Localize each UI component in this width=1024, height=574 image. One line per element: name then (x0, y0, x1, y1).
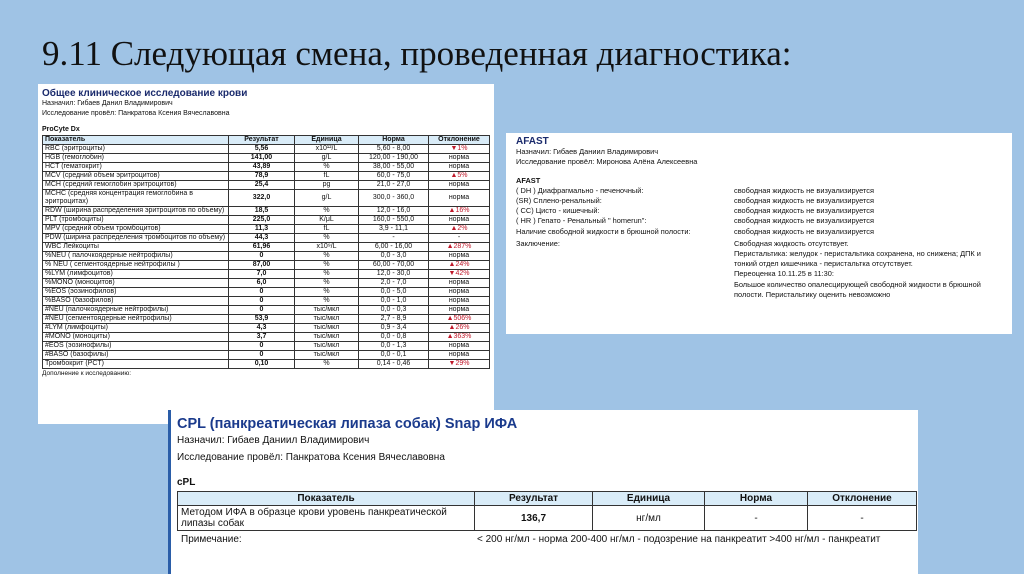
table-cell: ▲26% (429, 324, 490, 333)
table-cell: x10⁹/L (295, 243, 359, 252)
table-row (43, 243, 490, 252)
table-cell: % (295, 297, 359, 306)
table-cell: % (295, 288, 359, 297)
table-row (43, 225, 490, 234)
table-cell: 11,3 (229, 225, 295, 234)
table-cell: тыс/мкл (295, 342, 359, 351)
cpl-table (177, 491, 917, 531)
table-cell: fL (295, 225, 359, 234)
table-cell: %EOS (эозинофилов) (43, 288, 229, 297)
table-cell: % (295, 261, 359, 270)
table-cell: норма (429, 306, 490, 315)
afast-finding: свободная жидкость не визуализируется (734, 206, 874, 216)
table-cell: % (295, 234, 359, 243)
table-cell: MPV (средний объем тромбоцитов) (43, 225, 229, 234)
table-cell: K/μL (295, 216, 359, 225)
table-row (43, 172, 490, 181)
table-cell: g/L (295, 190, 359, 207)
table-cell: 0,0 - 3,0 (359, 252, 429, 261)
table-cell: тыс/мкл (295, 324, 359, 333)
cbc-table (42, 135, 490, 369)
table-cell: норма (429, 279, 490, 288)
table-row (43, 315, 490, 324)
table-cell: Тромбокрит (PCT) (43, 360, 229, 369)
table-cell: 12,0 - 16,0 (359, 207, 429, 216)
cpl-performed: Исследование провёл: Панкратова Ксения Вячеславовна (177, 452, 445, 463)
table-cell: WBC Лейкоциты (43, 243, 229, 252)
table-cell: ▲24% (429, 261, 490, 270)
table-row (43, 154, 490, 163)
table-cell: % (295, 252, 359, 261)
table-cell: 160,0 - 550,0 (359, 216, 429, 225)
table-cell: 87,00 (229, 261, 295, 270)
table-row (43, 190, 490, 207)
table-cell: 322,0 (229, 190, 295, 207)
cbc-device: ProCyte Dx (42, 126, 80, 133)
table-cell: PLT (тромбоциты) (43, 216, 229, 225)
table-row (43, 181, 490, 190)
afast-section: AFAST (516, 175, 541, 185)
cpl-note-text: < 200 нг/мл - норма 200-400 нг/мл - подозрение на панкреатит >400 нг/мл - панкреатит (477, 534, 881, 545)
table-cell: Методом ИФА в образце крови уровень панкреатической липазы собак (178, 506, 475, 531)
table-cell: 0,10 (229, 360, 295, 369)
afast-location: (SR) Сплено-ренальный: (516, 196, 602, 206)
table-cell: норма (429, 252, 490, 261)
afast-location: ( CC) Цисто - кишечный: (516, 206, 600, 216)
table-row (43, 288, 490, 297)
table-cell: 5,56 (229, 145, 295, 154)
table-row (43, 306, 490, 315)
table-cell: %NEU ( палочкоядерные нейтрофилы) (43, 252, 229, 261)
column-header: Показатель (43, 136, 229, 145)
table-row (43, 261, 490, 270)
table-row (43, 252, 490, 261)
table-cell: 7,0 (229, 270, 295, 279)
table-cell: норма (429, 288, 490, 297)
table-cell: 5,60 - 8,00 (359, 145, 429, 154)
column-header: Результат (475, 492, 593, 506)
table-cell: HGB (гемоглобин) (43, 154, 229, 163)
table-cell: 2,0 - 7,0 (359, 279, 429, 288)
table-cell: ▼1% (429, 145, 490, 154)
afast-finding: свободная жидкость не визуализируется (734, 226, 874, 236)
table-cell: 61,96 (229, 243, 295, 252)
table-cell: pg (295, 181, 359, 190)
table-row (43, 279, 490, 288)
table-cell: MCV (средний объем эритроцитов) (43, 172, 229, 181)
table-cell: норма (429, 154, 490, 163)
table-cell: % (295, 279, 359, 288)
conclusion-line: Перистальтика: желудок - перистальтика сохранена, но снижена; ДПК и тонкий отдел кишечника - перистальтка отсутствует. (734, 249, 981, 269)
table-cell: 78,9 (229, 172, 295, 181)
table-cell: ▲16% (429, 207, 490, 216)
table-cell: - (359, 234, 429, 243)
table-cell: PDW (ширина распределения тромбоцитов по объему) (43, 234, 229, 243)
afast-row (516, 186, 1002, 196)
table-cell: 6,00 - 16,00 (359, 243, 429, 252)
table-cell: #LYM (лимфоциты) (43, 324, 229, 333)
table-cell: тыс/мкл (295, 351, 359, 360)
table-cell: 120,00 - 190,00 (359, 154, 429, 163)
table-cell: тыс/мкл (295, 333, 359, 342)
table-cell: тыс/мкл (295, 306, 359, 315)
cbc-report (38, 84, 494, 424)
table-cell: 0 (229, 252, 295, 261)
table-cell: ▼42% (429, 270, 490, 279)
table-cell: 0,0 - 0,8 (359, 333, 429, 342)
table-row (43, 163, 490, 172)
table-cell: %LYM (лимфоцитов) (43, 270, 229, 279)
afast-row (516, 227, 1002, 237)
table-cell: норма (429, 297, 490, 306)
slide-title: 9.11 Следующая смена, проведенная диагностика: (42, 34, 792, 73)
cpl-note (177, 533, 912, 547)
cpl-assigned: Назначил: Гибаев Даниил Владимирович (177, 435, 370, 446)
table-cell: 18,5 (229, 207, 295, 216)
cpl-note-label: Примечание: (181, 534, 242, 545)
afast-assigned: Назначил: Гибаев Даниил Владимирович (516, 147, 659, 157)
afast-location: Наличие свободной жидкости в брюшной полости: (516, 226, 691, 236)
table-cell: fL (295, 172, 359, 181)
table-cell: ▲506% (429, 315, 490, 324)
table-cell: MCH (средний гемоглобин эритроцитов) (43, 181, 229, 190)
conclusion-line: Большое количество опалесцирующей свободной жидкости в брюшной полости. Перистальтику оценить невозможно (734, 279, 981, 299)
table-row (43, 145, 490, 154)
table-row (43, 207, 490, 216)
table-cell: ▲2% (429, 225, 490, 234)
column-header: Единица (295, 136, 359, 145)
conclusion-line: Переоценка 10.11.25 в 11:30: (734, 269, 834, 279)
afast-report (506, 133, 1012, 334)
table-cell: % NEU ( сегментоядерные нейтрофилы ) (43, 261, 229, 270)
table-cell: 6,0 (229, 279, 295, 288)
table-cell: 2,7 - 8,9 (359, 315, 429, 324)
table-cell: - (429, 234, 490, 243)
table-row (43, 360, 490, 369)
table-cell: #BASO (базофилы) (43, 351, 229, 360)
table-cell: 3,7 (229, 333, 295, 342)
afast-finding: свободная жидкость не визуализируется (734, 216, 874, 226)
table-cell: 60,0 - 75,0 (359, 172, 429, 181)
conclusion-line: Свободная жидкость отсутствует. (734, 238, 849, 248)
table-cell: % (295, 270, 359, 279)
cbc-performed: Исследование провёл: Панкратова Ксения Вячеславовна (42, 110, 230, 117)
table-cell: #EOS (эозинофилы) (43, 342, 229, 351)
table-cell: норма (429, 216, 490, 225)
table-cell: тыс/мкл (295, 315, 359, 324)
table-cell: норма (429, 181, 490, 190)
afast-conclusion-label: Заключение: (516, 238, 560, 248)
table-cell: HCT (гематокрит) (43, 163, 229, 172)
afast-location: ( HR ) Гепато - Ренальный " homerun": (516, 216, 647, 226)
cbc-assigned: Назначил: Гибаев Данил Владимирович (42, 100, 173, 107)
table-row (43, 333, 490, 342)
table-cell: 3,9 - 11,1 (359, 225, 429, 234)
afast-title: AFAST (516, 136, 549, 147)
column-header: Норма (359, 136, 429, 145)
table-cell: 0,0 - 0,1 (359, 351, 429, 360)
table-cell: % (295, 360, 359, 369)
table-cell: 21,0 - 27,0 (359, 181, 429, 190)
table-cell: 53,9 (229, 315, 295, 324)
table-cell: 0,0 - 1,0 (359, 297, 429, 306)
column-header: Отклонение (429, 136, 490, 145)
table-cell: ▲363% (429, 333, 490, 342)
table-cell: % (295, 207, 359, 216)
table-cell: 44,3 (229, 234, 295, 243)
cbc-addendum: Дополнение к исследованию: (42, 370, 132, 377)
table-cell: нг/мл (593, 506, 705, 531)
table-cell: 300,0 - 360,0 (359, 190, 429, 207)
table-cell: ▲287% (429, 243, 490, 252)
table-row (43, 342, 490, 351)
table-cell: 12,0 - 30,0 (359, 270, 429, 279)
afast-finding: свободная жидкость не визуализируется (734, 185, 874, 195)
table-cell: 0 (229, 351, 295, 360)
table-cell: % (295, 163, 359, 172)
table-cell: 0 (229, 342, 295, 351)
table-cell: норма (429, 190, 490, 207)
table-cell: норма (429, 351, 490, 360)
table-cell: 25,4 (229, 181, 295, 190)
table-cell: x10¹²/L (295, 145, 359, 154)
table-row (43, 234, 490, 243)
column-header: Показатель (178, 492, 475, 506)
table-cell: 0,14 - 0,46 (359, 360, 429, 369)
table-row (43, 297, 490, 306)
table-cell: ▼29% (429, 360, 490, 369)
table-cell: 136,7 (475, 506, 593, 531)
table-cell: 0,0 - 0,3 (359, 306, 429, 315)
table-cell: норма (429, 163, 490, 172)
table-cell: #MONO (моноциты) (43, 333, 229, 342)
afast-finding: свободная жидкость не визуализируется (734, 196, 874, 206)
table-cell: RBC (эритроциты) (43, 145, 229, 154)
table-cell: - (705, 506, 808, 531)
table-cell: #NEU (сегментоядерные нейтрофилы) (43, 315, 229, 324)
table-cell: #NEU (палочкоядерные нейтрофилы) (43, 306, 229, 315)
column-header: Отклонение (808, 492, 917, 506)
cpl-title: CPL (панкреатическая липаза собак) Snap ИФА (177, 416, 518, 432)
table-cell: ▲5% (429, 172, 490, 181)
afast-row (516, 216, 1002, 226)
table-cell: норма (429, 342, 490, 351)
table-cell: 38,00 - 55,00 (359, 163, 429, 172)
table-cell: g/L (295, 154, 359, 163)
column-header: Единица (593, 492, 705, 506)
column-header: Норма (705, 492, 808, 506)
table-cell: RDW (ширина распределения эритроцитов по объему) (43, 207, 229, 216)
table-cell: 0,0 - 5,0 (359, 288, 429, 297)
cbc-title: Общее клиническое исследование крови (42, 88, 248, 99)
table-cell: 0 (229, 288, 295, 297)
table-cell: 0 (229, 297, 295, 306)
afast-performed: Исследование провёл: Миронова Алёна Алексеевна (516, 157, 698, 167)
table-row (43, 216, 490, 225)
table-row (43, 270, 490, 279)
cpl-report (168, 410, 918, 574)
table-row (43, 351, 490, 360)
table-cell: MCHC (средняя концентрация гемоглобина в эритроцитах) (43, 190, 229, 207)
afast-row (516, 206, 1002, 216)
column-header: Результат (229, 136, 295, 145)
table-cell: 43,89 (229, 163, 295, 172)
table-cell: 60,00 - 70,00 (359, 261, 429, 270)
table-cell: 225,0 (229, 216, 295, 225)
table-cell: 0,9 - 3,4 (359, 324, 429, 333)
table-cell: - (808, 506, 917, 531)
afast-row (516, 196, 1002, 206)
table-cell: 0,0 - 1,3 (359, 342, 429, 351)
afast-conclusion (516, 239, 1002, 300)
afast-location: ( DH ) Диафрагмально - печеночный: (516, 185, 644, 195)
table-cell: 0 (229, 306, 295, 315)
cpl-section: cPL (177, 477, 196, 488)
table-cell: 141,00 (229, 154, 295, 163)
table-cell: %BASO (базофилов) (43, 297, 229, 306)
table-row (43, 324, 490, 333)
table-row (178, 506, 917, 531)
table-cell: 4,3 (229, 324, 295, 333)
table-cell: %MONO (моноцитов) (43, 279, 229, 288)
